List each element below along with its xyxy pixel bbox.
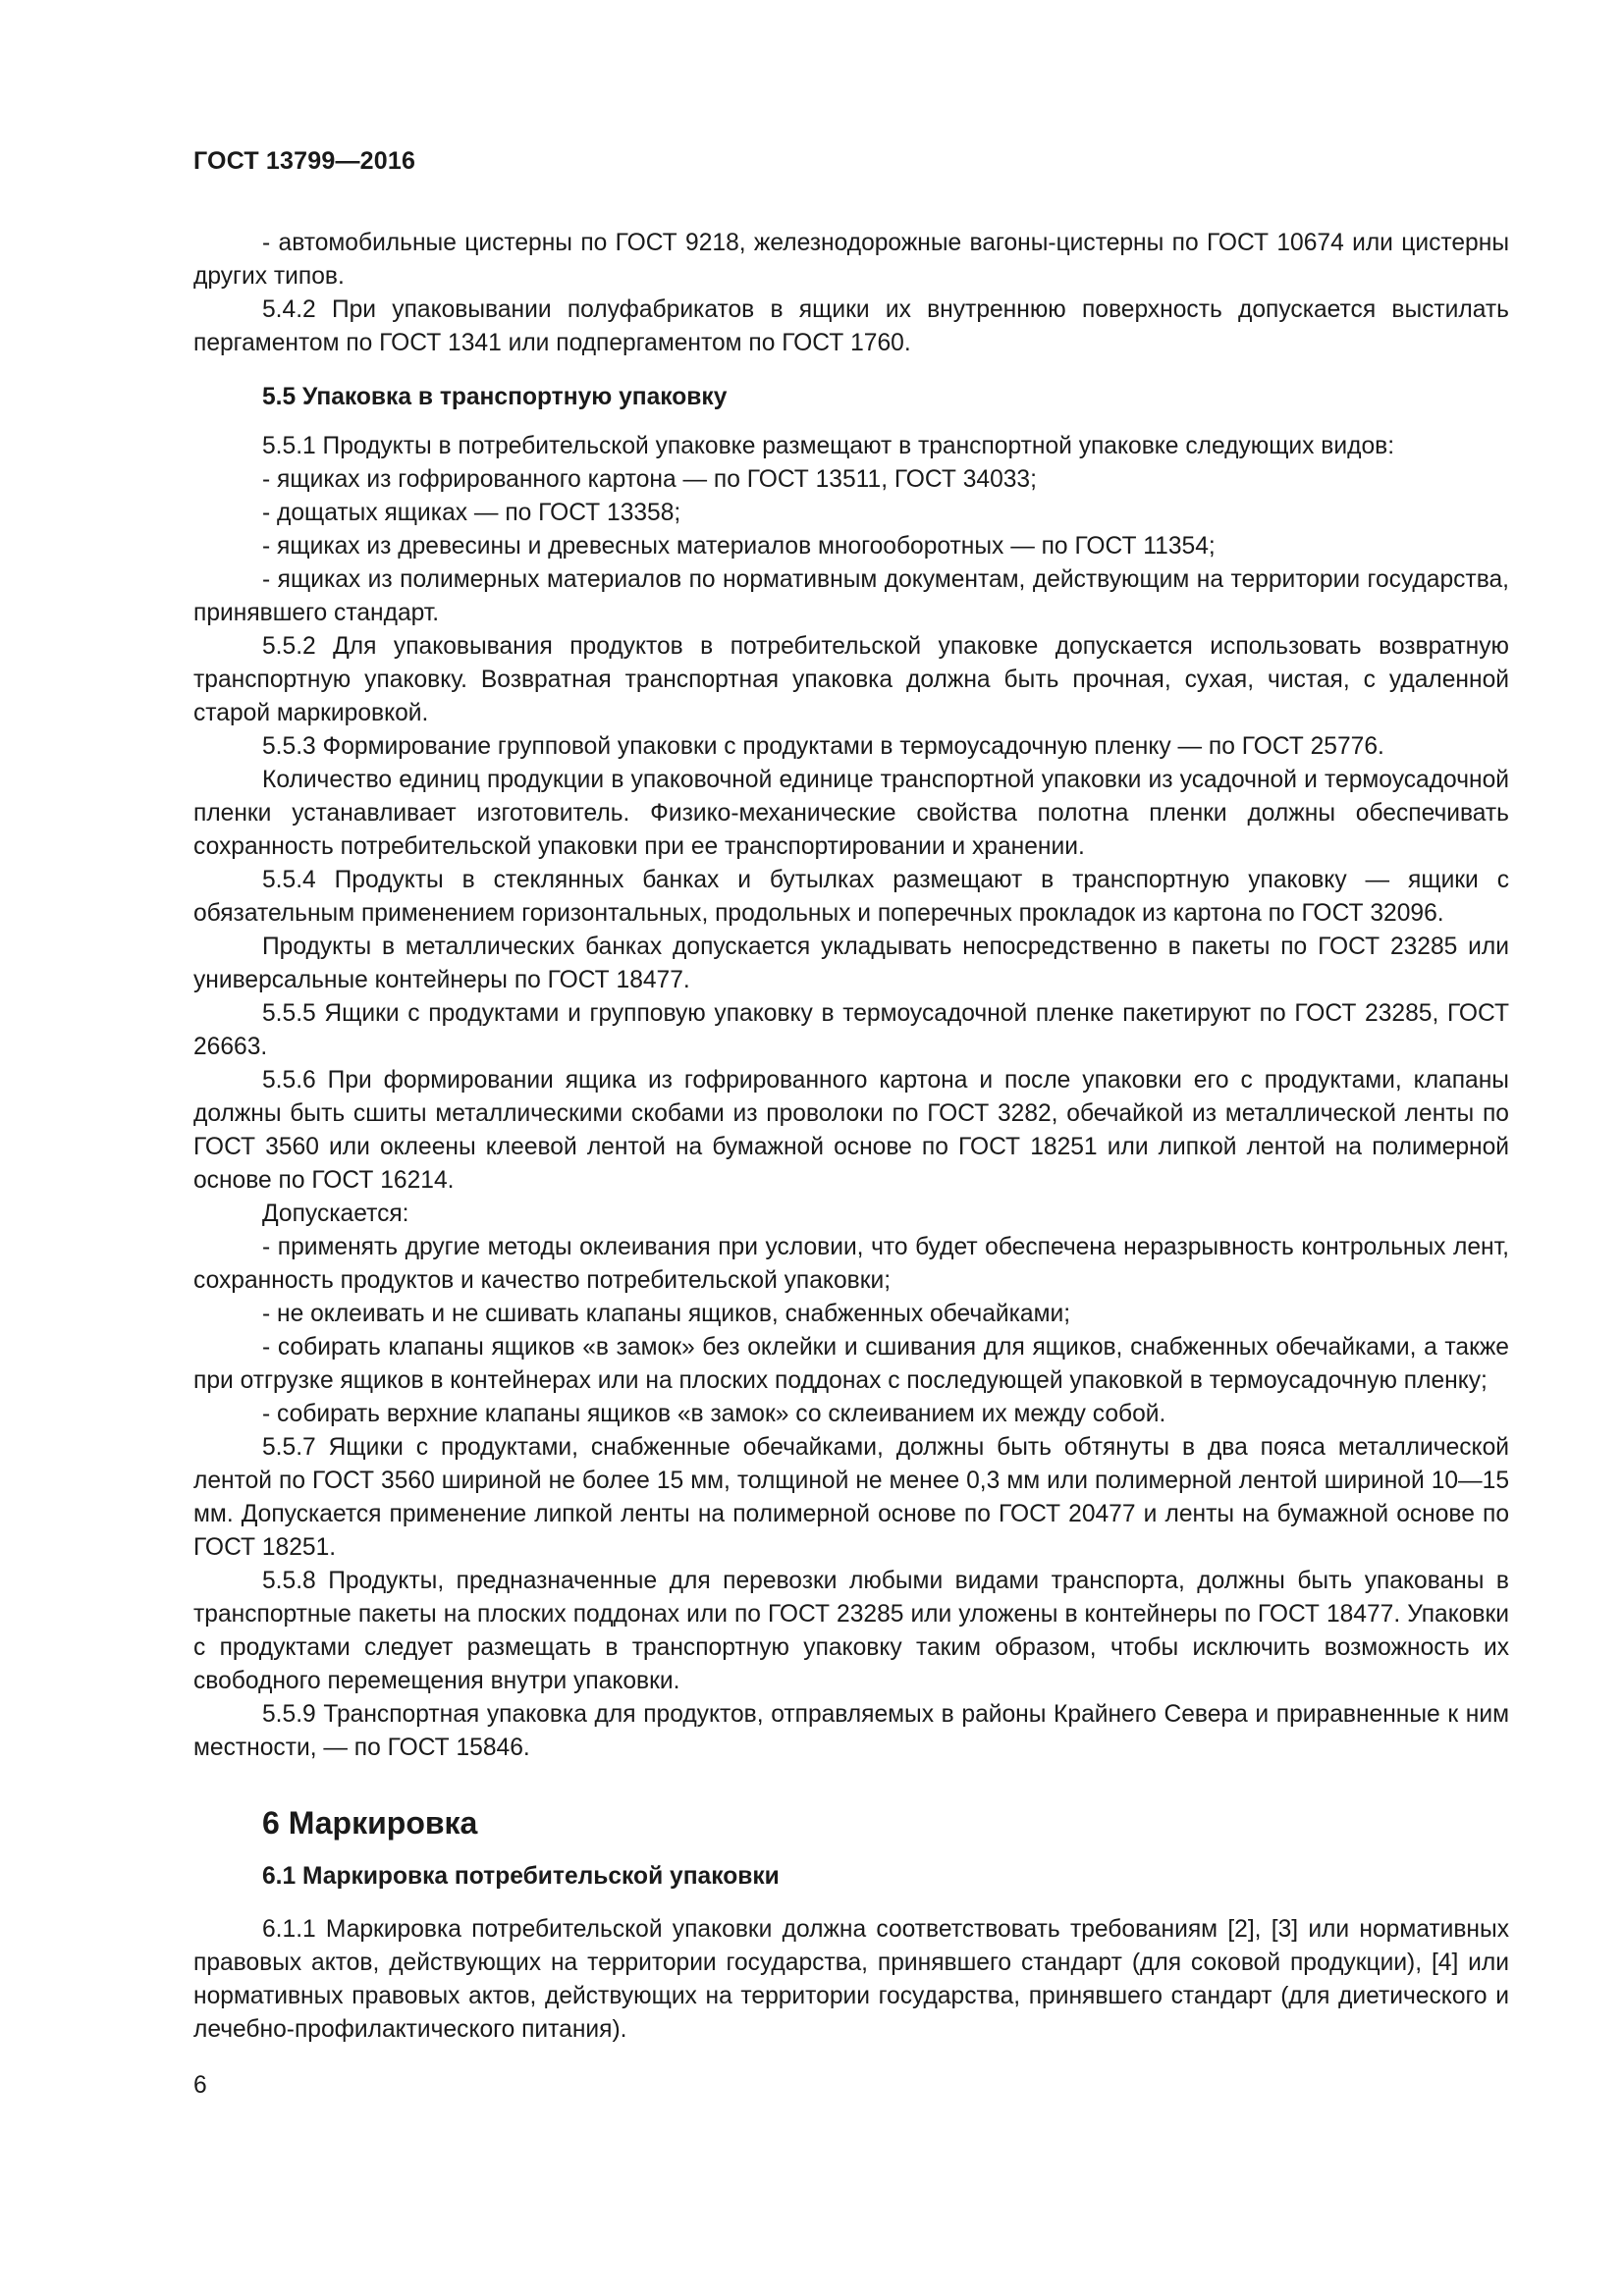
section-heading-5-5: 5.5 Упаковка в транспортную упаковку <box>262 384 728 410</box>
paragraph: 5.5.9 Транспортная упаковка для продуктов, отправляемых в районы Крайнего Севера и приравненные к ним местности, — по ГОСТ 15846. <box>193 1701 1509 1761</box>
list-item: - ящиках из полимерных материалов по нормативным документам, действующим на территории государства, принявшего стандарт. <box>193 566 1509 626</box>
paragraph: Продукты в металлических банках допускается укладывать непосредственно в пакеты по ГОСТ 23285 или универсальные контейнеры по ГОСТ 18477. <box>193 934 1509 993</box>
list-item: - не оклеивать и не сшивать клапаны ящиков, снабженных обечайками; <box>262 1301 1071 1327</box>
paragraph: 5.5.6 При формировании ящика из гофрированного картона и после упаковки его с продуктами, клапаны должны быть сшиты металлическими скобами из проволоки по ГОСТ 3282, обечайкой из металлической ленты по ГОСТ 3560 или оклеены клеевой лентой на бумажной основе по ГОСТ 18251 или липкой лентой на полимерной основе по ГОСТ 16214. <box>193 1067 1509 1194</box>
paragraph: 5.5.2 Для упаковывания продуктов в потребительской упаковке допускается использовать возвратную транспортную упаковку. Возвратная транспортная упаковка должна быть прочная, сухая, чистая, с удаленной старой маркировкой. <box>193 633 1509 726</box>
paragraph: 5.5.4 Продукты в стеклянных банках и бутылках размещают в транспортную упаковку — ящики с обязательным применением горизонтальных, продольных и поперечных прокладок из картона по ГОСТ 32096. <box>193 867 1509 927</box>
list-item: - ящиках из гофрированного картона — по ГОСТ 13511, ГОСТ 34033; <box>262 466 1037 493</box>
paragraph: - автомобильные цистерны по ГОСТ 9218, железнодорожные вагоны-цистерны по ГОСТ 10674 или цистерны других типов. <box>193 230 1509 290</box>
list-item: - собирать верхние клапаны ящиков «в замок» со склеиванием их между собой. <box>262 1401 1166 1427</box>
list-item: - ящиках из древесины и древесных материалов многооборотных — по ГОСТ 11354; <box>262 533 1216 560</box>
document-header-id: ГОСТ 13799—2016 <box>193 147 416 175</box>
paragraph: 5.5.5 Ящики с продуктами и групповую упаковку в термоусадочной пленке пакетируют по ГОСТ 23285, ГОСТ 26663. <box>193 1000 1509 1060</box>
page-number: 6 <box>193 2072 207 2099</box>
paragraph: 5.5.3 Формирование групповой упаковки с продуктами в термоусадочную пленку — по ГОСТ 25776. <box>262 733 1384 760</box>
paragraph: 5.5.7 Ящики с продуктами, снабженные обечайками, должны быть обтянуты в два пояса металлической лентой по ГОСТ 3560 шириной не более 15 мм, толщиной не менее 0,3 мм или полимерной лентой шириной 10—15 мм. Допускается применение липкой ленты на полимерной основе по ГОСТ 20477 и ленты на бумажной основе по ГОСТ 18251. <box>193 1434 1509 1561</box>
paragraph: 6.1.1 Маркировка потребительской упаковки должна соответствовать требованиям [2], [3] или нормативных правовых актов, действующих на территории государства, принявшего стандарт (для соковой продукции), [4] или нормативных правовых актов, действующих на территории государства, принявшего стандарт (для диетического и лечебно-профилактического питания). <box>193 1916 1509 2043</box>
section-heading-6-1: 6.1 Маркировка потребительской упаковки <box>262 1863 780 1890</box>
document-body <box>193 227 1509 2047</box>
list-item: - дощатых ящиках — по ГОСТ 13358; <box>262 500 681 526</box>
paragraph: 5.5.8 Продукты, предназначенные для перевозки любыми видами транспорта, должны быть упакованы в транспортные пакеты на плоских поддонах или по ГОСТ 23285 или уложены в контейнеры по ГОСТ 18477. Упаковки с продуктами следует размещать в транспортную упаковку таким образом, чтобы исключить возможность их свободного перемещения внутри упаковки. <box>193 1568 1509 1694</box>
paragraph: Количество единиц продукции в упаковочной единице транспортной упаковки из усадочной и термоусадочной пленки устанавливает изготовитель. Физико-механические свойства полотна пленки должны обеспечивать сохранность потребительской упаковки при ее транспортировании и хранении. <box>193 767 1509 860</box>
section-heading-6: 6 Маркировка <box>262 1805 478 1841</box>
list-item: - собирать клапаны ящиков «в замок» без оклейки и сшивания для ящиков, снабженных обечайками, а также при отгрузке ящиков в контейнерах или на плоских поддонах с последующей упаковкой в термоусадочную пленку; <box>193 1334 1509 1394</box>
list-item: - применять другие методы оклеивания при условии, что будет обеспечена неразрывность контрольных лент, сохранность продуктов и качество потребительской упаковки; <box>193 1234 1509 1294</box>
paragraph: Допускается: <box>262 1201 409 1227</box>
paragraph: 5.4.2 При упаковывании полуфабрикатов в ящики их внутреннюю поверхность допускается выстилать пергаментом по ГОСТ 1341 или подпергаментом по ГОСТ 1760. <box>193 296 1509 356</box>
paragraph: 5.5.1 Продукты в потребительской упаковке размещают в транспортной упаковке следующих видов: <box>262 433 1395 459</box>
